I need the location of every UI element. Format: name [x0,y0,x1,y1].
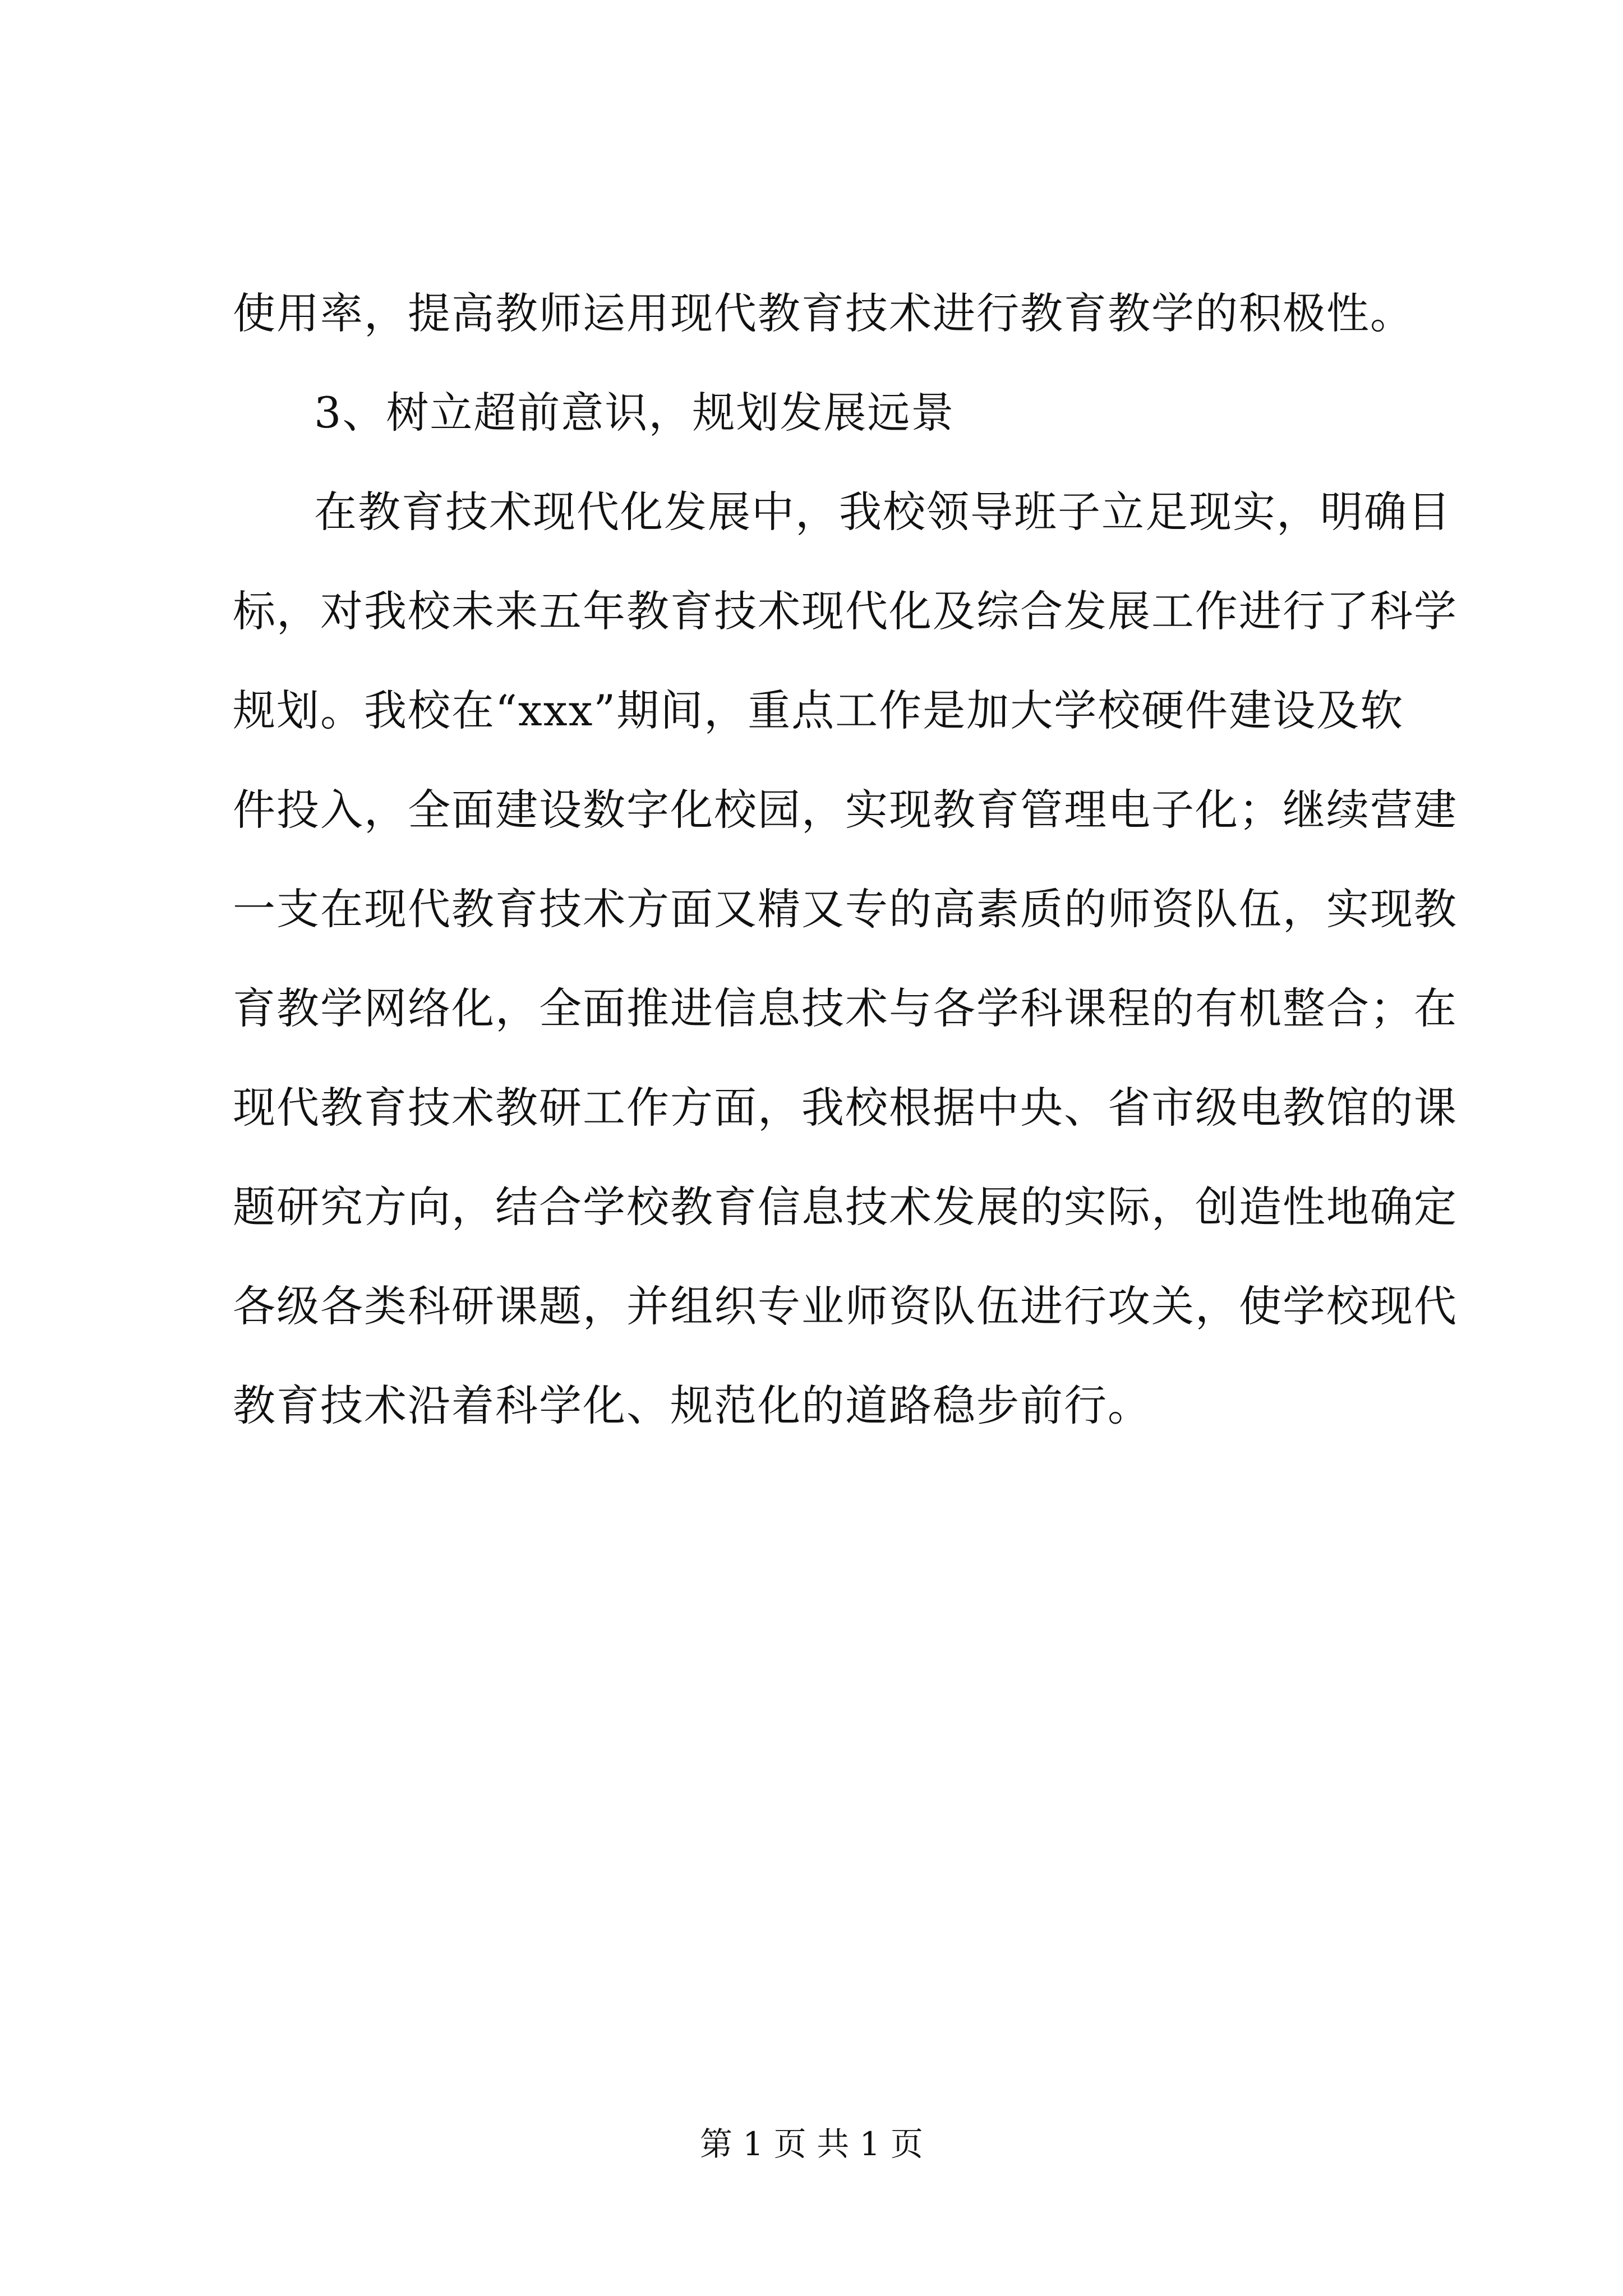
body-text [233,264,1458,1455]
text-line: 各级各类科研课题，并组织专业师资队伍进行攻关，使学校现代 [233,1281,1458,1331]
text-line: 在教育技术现代化发展中，我校领导班子立足现实，明确目 [314,487,1451,537]
text-line: 教育技术沿着科学化、规范化的道路稳步前行。 [233,1381,1151,1430]
text-line: 一支在现代教育技术方面又精又专的高素质的师资队伍，实现教 [233,884,1458,934]
section-heading: 3、树立超前意识，规划发展远景 [314,388,955,438]
page-footer: 第 1 页 共 1 页 [700,2125,923,2163]
text-line: 规划。我校在“xxx”期间，重点工作是加大学校硬件建设及软 [233,685,1404,735]
text-line: 现代教育技术教研工作方面，我校根据中央、省市级电教馆的课 [233,1083,1458,1133]
text-line: 使用率，提高教师运用现代教育技术进行教育教学的积极性。 [233,288,1414,338]
text-line: 题研究方向，结合学校教育信息技术发展的实际，创造性地确定 [233,1182,1458,1232]
text-line: 标，对我校未来五年教育技术现代化及综合发展工作进行了科学 [233,586,1458,636]
text-line: 件投入，全面建设数字化校园，实现教育管理电子化；继续营建 [233,785,1458,835]
text-line: 育教学网络化，全面推进信息技术与各学科课程的有机整合；在 [233,983,1458,1033]
